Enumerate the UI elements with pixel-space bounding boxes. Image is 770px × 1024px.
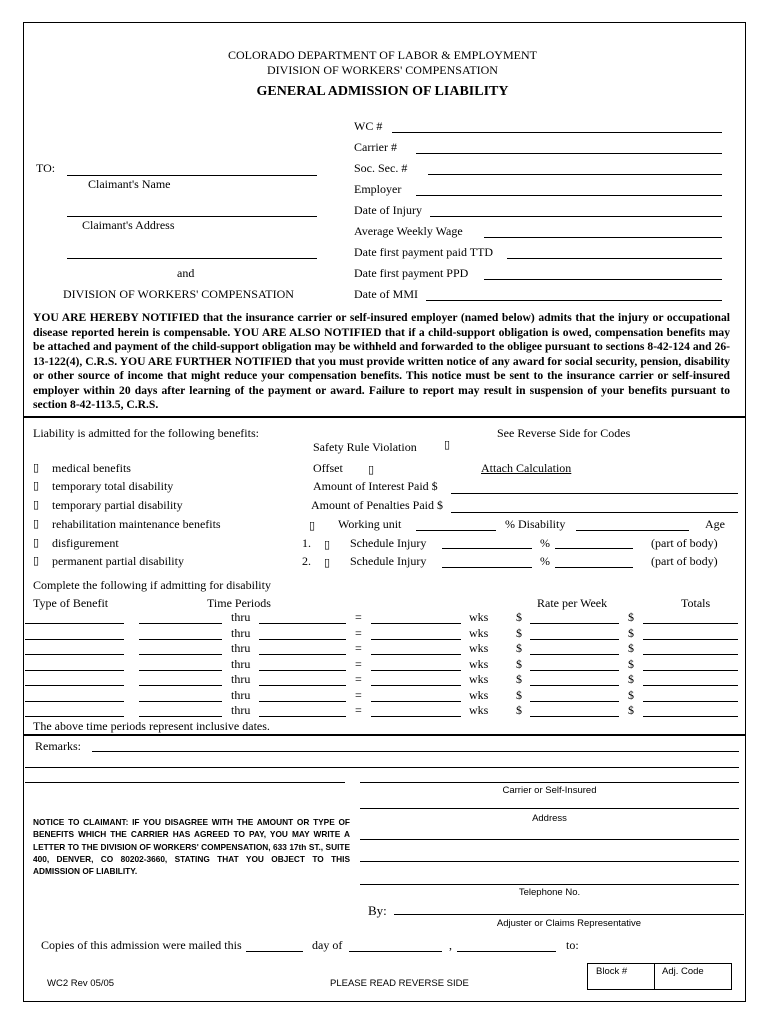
rate-dollar: $ <box>516 657 522 671</box>
interest-paid-label: Amount of Interest Paid $ <box>313 479 438 493</box>
checkbox-tpd[interactable]: ▯ <box>33 499 40 511</box>
period-end-field[interactable] <box>259 685 346 686</box>
checkbox-medical[interactable]: ▯ <box>33 462 40 474</box>
total-dollar: $ <box>628 610 634 624</box>
rate-field[interactable] <box>530 670 619 671</box>
rate-dollar: $ <box>516 703 522 717</box>
period-end-field[interactable] <box>259 654 346 655</box>
total-field[interactable] <box>643 623 738 624</box>
rate-field[interactable] <box>530 701 619 702</box>
office-use-box <box>587 963 732 990</box>
mailed-day-field[interactable] <box>246 951 303 952</box>
offset-label: Offset <box>313 461 343 475</box>
total-dollar: $ <box>628 672 634 686</box>
carrier-field-2[interactable] <box>360 808 739 809</box>
rate-dollar: $ <box>516 626 522 640</box>
mailed-year-field[interactable] <box>457 951 556 952</box>
ssn-label: Soc. Sec. # <box>354 161 408 175</box>
weeks-field[interactable] <box>371 701 461 702</box>
benefit-tpd: temporary partial disability <box>52 498 183 512</box>
ssn-field[interactable] <box>428 174 722 175</box>
address-field-2[interactable] <box>360 861 739 862</box>
working-unit-label: Working unit <box>338 517 402 531</box>
day-of-label: day of <box>312 938 343 952</box>
date-of-injury-label: Date of Injury <box>354 203 422 217</box>
thru-label: thru <box>231 641 251 655</box>
schedule-2-pct-field[interactable] <box>555 567 633 568</box>
period-start-field[interactable] <box>139 654 222 655</box>
telephone-field[interactable] <box>360 884 739 885</box>
rate-field[interactable] <box>530 639 619 640</box>
avg-weekly-wage-label: Average Weekly Wage <box>354 224 463 238</box>
period-start-field[interactable] <box>139 685 222 686</box>
rate-dollar: $ <box>516 610 522 624</box>
comma: , <box>449 938 452 952</box>
claimant-notice: NOTICE TO CLAIMANT: IF YOU DISAGREE WITH THE AMOUNT OR TYPE OF BENEFITS WHICH THE CARRIER HAS AGREED TO PAY, YOU MAY WRITE A LETTER TO THE DIVISION OF WORKERS' COMPENSATION, 633 17th ST., SUITE 400, DENVER, CO 80202-3660, STATING THAT YOU OBJECT TO THIS ADMISSION OF LIABILITY. <box>33 817 350 877</box>
employer-label: Employer <box>354 182 402 196</box>
interest-paid-field[interactable] <box>451 493 738 494</box>
total-dollar: $ <box>628 657 634 671</box>
date-of-mmi-label: Date of MMI <box>354 287 418 301</box>
attach-calculation-note: Attach Calculation <box>481 461 572 475</box>
first-payment-ttd-field[interactable] <box>507 258 722 259</box>
address-field-1[interactable] <box>360 839 739 840</box>
col-type-of-benefit: Type of Benefit <box>33 596 109 610</box>
period-end-field[interactable] <box>259 716 346 717</box>
form-id: WC2 Rev 05/05 <box>47 978 115 989</box>
period-start-field[interactable] <box>139 701 222 702</box>
period-start-field[interactable] <box>139 639 222 640</box>
read-reverse-note: PLEASE READ REVERSE SIDE <box>330 978 469 989</box>
office-use-divider <box>654 964 655 989</box>
carrier-field[interactable] <box>360 782 739 783</box>
period-start-field[interactable] <box>139 623 222 624</box>
offset-checkbox[interactable]: ▯ <box>368 464 375 476</box>
total-field[interactable] <box>643 685 738 686</box>
weeks-field[interactable] <box>371 716 461 717</box>
checkbox-disfigurement[interactable]: ▯ <box>33 537 40 549</box>
total-dollar: $ <box>628 688 634 702</box>
schedule-2-pct: % <box>540 554 550 568</box>
remarks-line-3[interactable] <box>25 782 345 783</box>
weeks-field[interactable] <box>371 623 461 624</box>
to-recipients-label: to: <box>566 938 579 952</box>
schedule-2-label: Schedule Injury <box>350 554 427 568</box>
benefit-type-field[interactable] <box>25 701 124 702</box>
benefit-type-field[interactable] <box>25 685 124 686</box>
total-field[interactable] <box>643 654 738 655</box>
safety-rule-checkbox[interactable]: ▯ <box>444 439 451 451</box>
rate-field[interactable] <box>530 623 619 624</box>
benefit-ppd: permanent partial disability <box>52 554 184 568</box>
wks-label: wks <box>469 672 489 686</box>
period-start-field[interactable] <box>139 716 222 717</box>
wks-label: wks <box>469 641 489 655</box>
block-number-label: Block # <box>596 966 628 977</box>
schedule-2-checkbox[interactable]: ▯ <box>324 557 331 569</box>
equals-sign: = <box>355 626 362 640</box>
schedule-1-number: 1. <box>302 536 311 550</box>
schedule-1-body: (part of body) <box>651 536 718 550</box>
weeks-field[interactable] <box>371 639 461 640</box>
to-label: TO: <box>36 161 56 175</box>
section-divider <box>23 416 746 418</box>
thru-label: thru <box>231 626 251 640</box>
claimant-name-label: Claimant's Name <box>88 177 171 191</box>
agency-name: COLORADO DEPARTMENT OF LABOR & EMPLOYMENT <box>228 48 537 62</box>
carrier-label: Carrier or Self-Insured <box>502 785 597 796</box>
penalties-paid-label: Amount of Penalties Paid $ <box>311 498 443 512</box>
period-start-field[interactable] <box>139 670 222 671</box>
remarks-label: Remarks: <box>35 739 81 753</box>
date-of-mmi-field[interactable] <box>426 300 722 301</box>
benefit-ttd: temporary total disability <box>52 479 174 493</box>
notification-paragraph: YOU ARE HEREBY NOTIFIED that the insurance carrier or self-insured employer (named below) admits that the injury or occupational disease reported herein is compensable. YOU ARE ALSO NOTIFIED that if a child-support obligation is owed, compensation benefits may be attached and payment of the child-support obligation may be withheld and forwarded to the obligee pursuant to sections 8-42-124 and 26-13-122(4), C.R.S. YOU ARE FURTHER NOTIFIED that you must provide written notice of any award for social security, pension, disability or other source of income that might reduce your compensation benefits. This notice must be sent to the insurance carrier or self-insured employer within 20 days after learning of the payment or award. Failure to report may result in suspension of your benefits pursuant to section 8-42-113.5, C.R.S. <box>33 311 730 411</box>
total-dollar: $ <box>628 703 634 717</box>
thru-label: thru <box>231 703 251 717</box>
wks-label: wks <box>469 703 489 717</box>
period-end-field[interactable] <box>259 701 346 702</box>
benefit-type-field[interactable] <box>25 716 124 717</box>
avg-weekly-wage-field[interactable] <box>484 237 722 238</box>
schedule-2-number: 2. <box>302 554 311 568</box>
claimant-address-field-2[interactable] <box>67 258 317 259</box>
first-payment-ppd-label: Date first payment PPD <box>354 266 469 280</box>
inclusive-dates-note: The above time periods represent inclusive dates. <box>33 719 270 733</box>
checkbox-ttd[interactable]: ▯ <box>33 480 40 492</box>
and-label: and <box>177 266 195 280</box>
thru-label: thru <box>231 688 251 702</box>
benefits-heading: Liability is admitted for the following benefits: <box>33 426 259 440</box>
benefit-type-field[interactable] <box>25 670 124 671</box>
period-end-field[interactable] <box>259 639 346 640</box>
rate-dollar: $ <box>516 641 522 655</box>
first-payment-ppd-field[interactable] <box>484 279 722 280</box>
adjuster-label: Adjuster or Claims Representative <box>496 918 642 929</box>
period-end-field[interactable] <box>259 670 346 671</box>
schedule-1-pct: % <box>540 536 550 550</box>
total-field[interactable] <box>643 670 738 671</box>
mailed-month-field[interactable] <box>349 951 442 952</box>
wks-label: wks <box>469 657 489 671</box>
total-dollar: $ <box>628 641 634 655</box>
col-time-periods: Time Periods <box>207 596 271 610</box>
wks-label: wks <box>469 688 489 702</box>
thru-label: thru <box>231 610 251 624</box>
mailed-text: Copies of this admission were mailed this <box>41 938 242 952</box>
thru-label: thru <box>231 657 251 671</box>
pct-disability-label: % Disability <box>505 517 566 531</box>
remarks-line-1[interactable] <box>92 751 739 752</box>
equals-sign: = <box>355 641 362 655</box>
disability-instruction: Complete the following if admitting for disability <box>33 578 271 592</box>
col-totals: Totals <box>681 596 711 610</box>
rate-field[interactable] <box>530 654 619 655</box>
claimant-address-label: Claimant's Address <box>82 218 175 232</box>
adjuster-signature-field[interactable] <box>394 914 744 915</box>
remarks-line-2[interactable] <box>25 767 739 768</box>
division-name: DIVISION OF WORKERS' COMPENSATION <box>267 63 498 77</box>
thru-label: thru <box>231 672 251 686</box>
adj-code-label: Adj. Code <box>662 966 704 977</box>
rate-dollar: $ <box>516 688 522 702</box>
rate-dollar: $ <box>516 672 522 686</box>
working-unit-checkbox[interactable]: ▯ <box>309 520 316 532</box>
benefit-disfigurement: disfigurement <box>52 536 119 550</box>
schedule-1-checkbox[interactable]: ▯ <box>324 539 331 551</box>
total-field[interactable] <box>643 639 738 640</box>
total-field[interactable] <box>643 716 738 717</box>
schedule-1-label: Schedule Injury <box>350 536 427 550</box>
carrier-number-label: Carrier # <box>354 140 397 154</box>
working-unit-field[interactable] <box>416 530 496 531</box>
equals-sign: = <box>355 688 362 702</box>
date-of-injury-field[interactable] <box>430 216 722 217</box>
weeks-field[interactable] <box>371 670 461 671</box>
form-title: GENERAL ADMISSION OF LIABILITY <box>256 84 509 99</box>
claimant-address-field-1[interactable] <box>67 216 317 217</box>
penalties-paid-field[interactable] <box>451 512 738 513</box>
equals-sign: = <box>355 672 362 686</box>
by-label: By: <box>368 903 387 918</box>
weeks-field[interactable] <box>371 654 461 655</box>
schedule-1-field[interactable] <box>442 548 532 549</box>
wc-number-label: WC # <box>354 119 383 133</box>
total-field[interactable] <box>643 701 738 702</box>
telephone-label: Telephone No. <box>518 887 581 898</box>
col-rate-per-week: Rate per Week <box>537 596 608 610</box>
see-reverse-note: See Reverse Side for Codes <box>497 426 631 440</box>
checkbox-ppd[interactable]: ▯ <box>33 555 40 567</box>
equals-sign: = <box>355 703 362 717</box>
remarks-divider <box>23 734 746 736</box>
claimant-name-field[interactable] <box>67 175 317 176</box>
pct-disability-field[interactable] <box>576 530 689 531</box>
address-label: Address <box>532 813 567 824</box>
benefit-type-field[interactable] <box>25 623 124 624</box>
benefit-medical: medical benefits <box>52 461 131 475</box>
wks-label: wks <box>469 626 489 640</box>
employer-field[interactable] <box>416 195 722 196</box>
benefit-rehab: rehabilitation maintenance benefits <box>52 517 221 531</box>
equals-sign: = <box>355 610 362 624</box>
schedule-1-pct-field[interactable] <box>555 548 633 549</box>
rate-field[interactable] <box>530 685 619 686</box>
weeks-field[interactable] <box>371 685 461 686</box>
schedule-2-body: (part of body) <box>651 554 718 568</box>
first-payment-ttd-label: Date first payment paid TTD <box>354 245 494 259</box>
wks-label: wks <box>469 610 489 624</box>
wc-number-field[interactable] <box>392 132 722 133</box>
division-recipient: DIVISION OF WORKERS' COMPENSATION <box>63 287 294 301</box>
total-dollar: $ <box>628 626 634 640</box>
equals-sign: = <box>355 657 362 671</box>
benefit-type-field[interactable] <box>25 639 124 640</box>
age-label: Age <box>705 517 725 531</box>
benefit-type-field[interactable] <box>25 654 124 655</box>
checkbox-rehab[interactable]: ▯ <box>33 518 40 530</box>
period-end-field[interactable] <box>259 623 346 624</box>
safety-rule-label: Safety Rule Violation <box>313 440 417 454</box>
rate-field[interactable] <box>530 716 619 717</box>
schedule-2-field[interactable] <box>442 567 532 568</box>
carrier-number-field[interactable] <box>416 153 722 154</box>
